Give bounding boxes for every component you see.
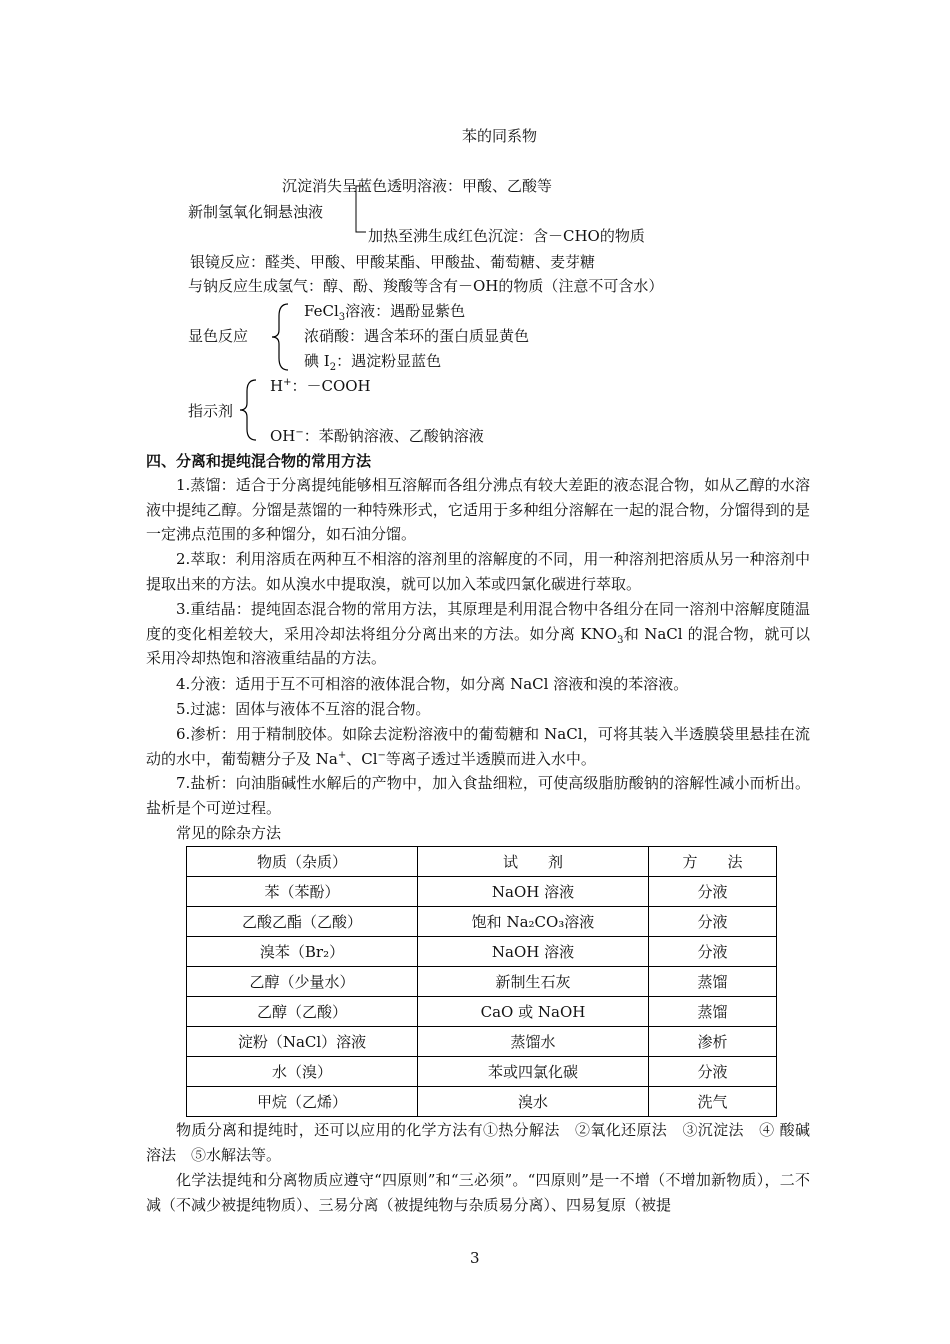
table-cell: 分液 [649, 877, 777, 907]
brace-color-reaction [270, 302, 292, 372]
color-reaction-iodine: 碘 $I_2$：遇淀粉显蓝色 [304, 352, 442, 373]
page-number: 3 [470, 1249, 480, 1267]
table-cell: 乙酸乙酯（乙酸） [187, 907, 418, 937]
color-reaction-nitric: 浓硝酸：遇含苯环的蛋白质显黄色 [304, 327, 530, 345]
color-reaction-label: 显色反应 [188, 327, 249, 345]
table-cell: 淀粉（NaCl）溶液 [187, 1027, 418, 1057]
indicator-oh: OH−：苯酚钠溶液、乙酸钠溶液 [270, 427, 484, 445]
paragraph-salting-out: 7.盐析：向油脂碱性水解后的产物中，加入食盐细粒，可使高级脂肪酸钠的溶解性减小而析出。盐析是个可逆过程。 [146, 774, 810, 817]
table-cell: 蒸馏 [649, 967, 777, 997]
table-cell: 蒸馏水 [418, 1027, 649, 1057]
section-4-title: 四、分离和提纯混合物的常用方法 [146, 452, 372, 470]
table-header: 试 剂 [418, 847, 649, 877]
table-cell: 水（溴） [187, 1057, 418, 1087]
paragraph-dialysis: 6.渗析：用于精制胶体。如除去淀粉溶液中的葡萄糖和 NaCl，可将其装入半透膜袋里悬挂在流动的水中，葡萄糖分子及 Na+、Cl−等离子透过半透膜而进入水中。 [146, 725, 810, 768]
table-row [187, 1057, 777, 1087]
brace-indicator [238, 378, 260, 442]
table-header-row [187, 847, 777, 877]
impurity-removal-table [186, 846, 777, 1117]
table-cell: NaOH 溶液 [418, 877, 649, 907]
table-cell: 分液 [649, 907, 777, 937]
indicator-h: H+：－COOH [270, 377, 371, 395]
table-cell: 甲烷（乙烯） [187, 1087, 418, 1117]
table-header: 物质（杂质） [187, 847, 418, 877]
cuoh2-line2: 加热至沸生成红色沉淀：含－CHO的物质 [368, 227, 645, 245]
table-cell: 蒸馏 [649, 997, 777, 1027]
indicator-label: 指示剂 [188, 402, 234, 420]
table-row [187, 1027, 777, 1057]
paragraph-separation: 4.分液：适用于互不可相溶的液体混合物，如分离 NaCl 溶液和溴的苯溶液。 [176, 675, 689, 693]
table-cell: 乙醇（乙酸） [187, 997, 418, 1027]
paragraph-distillation: 1.蒸馏：适合于分离提纯能够相互溶解而各组分沸点有较大差距的液态混合物，如从乙醇的水溶液中提纯乙醇。分馏是蒸馏的一种特殊形式，它适用于多种组分溶解在一起的混合物，分馏得到的是一定沸点范围的多种馏分，如石油分馏。 [146, 476, 810, 543]
table-cell: 分液 [649, 1057, 777, 1087]
heading-benzene-homologs: 苯的同系物 [462, 127, 538, 145]
table-row [187, 1087, 777, 1117]
table-row [187, 937, 777, 967]
cuoh2-line1: 沉淀消失呈蓝色透明溶液：甲酸、乙酸等 [282, 177, 553, 195]
table-cell: NaOH 溶液 [418, 937, 649, 967]
silver-mirror-line: 银镜反应：醛类、甲酸、甲酸某酯、甲酸盐、葡萄糖、麦芽糖 [190, 253, 596, 271]
table-cell: 渗析 [649, 1027, 777, 1057]
paragraph-extraction: 2.萃取：利用溶质在两种互不相溶的溶剂里的溶解度的不同，用一种溶剂把溶质从另一种溶剂中提取出来的方法。如从溴水中提取溴，就可以加入苯或四氯化碳进行萃取。 [146, 550, 810, 593]
paragraph-recrystallization: 3.重结晶：提纯固态混合物的常用方法，其原理是利用混合物中各组分在同一溶剂中溶解度随温度的变化相差较大，采用冷却法将组分分离出来的方法。如分离 $KNO_3$和 NaCl 的混合物，就可以采用冷却热饱和溶液重结晶的方法。 [146, 600, 810, 667]
sodium-line: 与钠反应生成氢气：醇、酚、羧酸等含有－OH的物质（注意不可含水） [188, 277, 664, 295]
table-cell: 苯或四氯化碳 [418, 1057, 649, 1087]
table-row [187, 967, 777, 997]
table-cell: 饱和 Na₂CO₃溶液 [418, 907, 649, 937]
table-cell: CaO 或 NaOH [418, 997, 649, 1027]
table-row [187, 877, 777, 907]
table-cell: 乙醇（少量水） [187, 967, 418, 997]
paragraph-filtration: 5.过滤：固体与液体不互溶的混合物。 [176, 700, 431, 718]
color-reaction-fecl3: FeCl$_3$溶液：遇酚显紫色 [304, 302, 466, 323]
table-caption: 常见的除杂方法 [176, 824, 282, 842]
table-cell: 苯（苯酚） [187, 877, 418, 907]
table-cell: 新制生石灰 [418, 967, 649, 997]
paragraph-chemical-methods: 物质分离和提纯时，还可以应用的化学方法有①热分解法 ②氧化还原法 ③沉淀法 ④ 酸碱溶法 ⑤水解法等。 [146, 1121, 810, 1164]
table-cell: 洗气 [649, 1087, 777, 1117]
table-row [187, 997, 777, 1027]
paragraph-principles: 化学法提纯和分离物质应遵守“四原则”和“三必须”。“四原则”是一不增（不增加新物质），二不减（不减少被提纯物质）、三易分离（被提纯物与杂质易分离）、四易复原（被提 [146, 1171, 810, 1214]
table-header: 方 法 [649, 847, 777, 877]
table-cell: 分液 [649, 937, 777, 967]
table-cell: 溴水 [418, 1087, 649, 1117]
table-cell: 溴苯（Br₂） [187, 937, 418, 967]
table-row [187, 907, 777, 937]
cuoh2-label: 新制氢氧化铜悬浊液 [188, 203, 324, 221]
